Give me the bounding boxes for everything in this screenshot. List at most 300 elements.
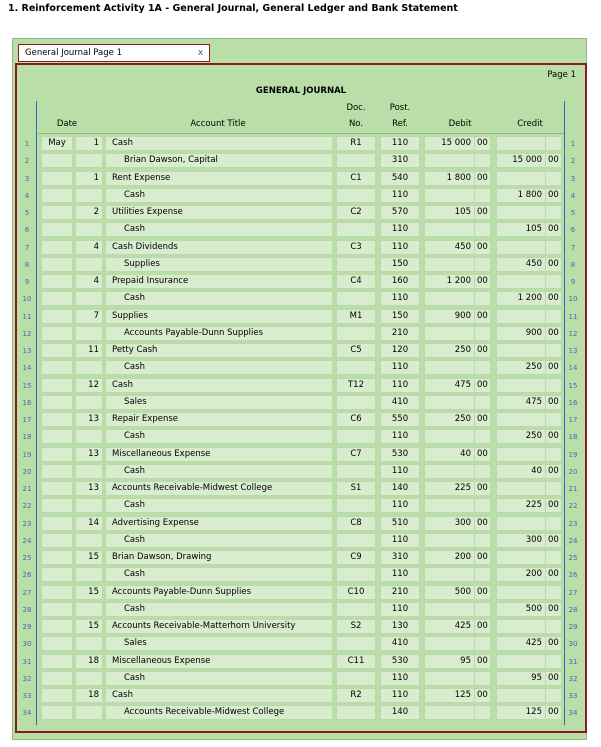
credit-amount: 425	[525, 638, 542, 649]
account-title-header: Account Title	[190, 119, 246, 129]
doc-no-cell[interactable]	[336, 498, 376, 513]
account-title-cell[interactable]: Cash	[105, 222, 333, 237]
credit-cell[interactable]	[496, 326, 562, 341]
date-month-cell[interactable]	[41, 412, 73, 427]
post-ref-cell[interactable]: 110	[380, 360, 420, 375]
doc-no-cell[interactable]	[336, 705, 376, 720]
credit-cell[interactable]	[496, 136, 562, 151]
account-title-cell[interactable]: Sales	[105, 395, 333, 410]
debit-cents	[474, 430, 490, 443]
post-ref-cell[interactable]: 110	[380, 671, 420, 686]
date-month-cell[interactable]	[41, 533, 73, 548]
line-number: 10	[568, 295, 578, 304]
date-day-cell[interactable]: 4	[75, 274, 103, 289]
line-number: 34	[568, 709, 578, 718]
doc-no-cell[interactable]: M1	[336, 309, 376, 324]
debit-cents: 00	[474, 413, 490, 426]
post-ref-cell[interactable]: 110	[380, 136, 420, 151]
doc-no-cell[interactable]	[336, 291, 376, 306]
doc-header-line2: No.	[348, 119, 364, 129]
doc-no-cell[interactable]: C8	[336, 516, 376, 531]
account-title-cell[interactable]: Petty Cash	[105, 343, 333, 358]
debit-cell[interactable]	[424, 188, 491, 203]
doc-no-cell[interactable]: C11	[336, 654, 376, 669]
date-day-cell[interactable]: 15	[75, 585, 103, 600]
debit-amount: 900	[454, 310, 471, 321]
doc-no-cell[interactable]	[336, 222, 376, 237]
credit-cell[interactable]	[496, 705, 562, 720]
date-month-cell[interactable]	[41, 240, 73, 255]
date-month-cell[interactable]	[41, 516, 73, 531]
post-ref-cell[interactable]: 150	[380, 257, 420, 272]
post-ref-cell[interactable]: 210	[380, 326, 420, 341]
date-month-cell[interactable]	[41, 309, 73, 324]
credit-cents: 00	[545, 603, 561, 616]
post-ref-cell[interactable]: 110	[380, 378, 420, 393]
credit-cell[interactable]	[496, 671, 562, 686]
account-title-cell[interactable]: Supplies	[105, 257, 333, 272]
date-month-cell[interactable]	[41, 343, 73, 358]
debit-amount: 500	[454, 586, 471, 597]
credit-cell[interactable]	[496, 412, 562, 427]
debit-cell[interactable]	[424, 671, 491, 686]
date-day-cell[interactable]	[75, 326, 103, 341]
credit-cell[interactable]	[496, 481, 562, 496]
doc-no-cell[interactable]: C6	[336, 412, 376, 427]
date-day-cell[interactable]	[75, 636, 103, 651]
post-ref-cell[interactable]: 310	[380, 153, 420, 168]
post-ref-cell[interactable]: 150	[380, 309, 420, 324]
post-ref-cell[interactable]: 210	[380, 585, 420, 600]
doc-no-cell[interactable]	[336, 360, 376, 375]
doc-no-cell[interactable]	[336, 153, 376, 168]
doc-no-cell[interactable]: C9	[336, 550, 376, 565]
account-title-cell[interactable]: Miscellaneous Expense	[105, 654, 333, 669]
debit-cents: 00	[474, 172, 490, 185]
post-ref-cell[interactable]: 130	[380, 619, 420, 634]
doc-no-cell[interactable]: C1	[336, 171, 376, 186]
account-title-cell[interactable]: Cash	[105, 378, 333, 393]
credit-cell[interactable]	[496, 205, 562, 220]
doc-no-cell[interactable]	[336, 636, 376, 651]
date-day-cell[interactable]: 18	[75, 688, 103, 703]
credit-header: Credit	[517, 119, 543, 129]
credit-cell[interactable]	[496, 257, 562, 272]
post-ref-cell[interactable]: 540	[380, 171, 420, 186]
debit-cell[interactable]	[424, 447, 491, 462]
doc-no-cell[interactable]: R2	[336, 688, 376, 703]
account-title-cell[interactable]: Supplies	[105, 309, 333, 324]
date-month-cell[interactable]	[41, 326, 73, 341]
date-month-cell[interactable]	[41, 550, 73, 565]
credit-cell[interactable]	[496, 533, 562, 548]
account-title-cell[interactable]: Rent Expense	[105, 171, 333, 186]
date-month-cell[interactable]	[41, 395, 73, 410]
debit-cents	[474, 189, 490, 202]
debit-cents: 00	[474, 344, 490, 357]
debit-amount: 425	[454, 621, 471, 631]
line-number: 22	[22, 502, 32, 511]
post-ref-cell[interactable]: 110	[380, 567, 420, 582]
line-number: 15	[22, 381, 32, 390]
line-number: 33	[22, 692, 32, 700]
account-title-cell[interactable]: Accounts Receivable-Matterhorn University	[105, 619, 333, 634]
debit-cell[interactable]	[424, 291, 491, 306]
debit-cell[interactable]	[424, 222, 491, 237]
close-icon[interactable]: x	[197, 48, 203, 58]
doc-no-cell[interactable]: S2	[336, 619, 376, 634]
debit-cell[interactable]	[424, 498, 491, 513]
post-ref-cell[interactable]: 110	[380, 188, 420, 203]
date-day-cell[interactable]	[75, 567, 103, 582]
doc-no-cell[interactable]: T12	[336, 378, 376, 393]
credit-cell[interactable]	[496, 240, 562, 255]
debit-cell[interactable]	[424, 705, 491, 720]
doc-no-cell[interactable]	[336, 429, 376, 444]
date-day-cell[interactable]: 12	[75, 378, 103, 393]
post-ref-cell[interactable]: 410	[380, 395, 420, 410]
doc-no-cell[interactable]	[336, 188, 376, 203]
date-day-cell[interactable]: 15	[75, 619, 103, 634]
line-number: 18	[568, 433, 578, 442]
doc-no-cell[interactable]: C3	[336, 240, 376, 255]
date-day-cell[interactable]: 2	[75, 205, 103, 220]
date-day-cell[interactable]	[75, 188, 103, 203]
debit-cell[interactable]	[424, 360, 491, 375]
debit-cents: 00	[474, 586, 490, 599]
debit-cell[interactable]	[424, 257, 491, 272]
account-title-cell[interactable]: Advertising Expense	[105, 516, 333, 531]
date-month-cell[interactable]	[41, 567, 73, 582]
account-title-cell[interactable]: Cash	[105, 188, 333, 203]
debit-cell[interactable]	[424, 378, 491, 393]
account-title-cell[interactable]: Accounts Payable-Dunn Supplies	[105, 326, 333, 341]
credit-cell[interactable]	[496, 464, 562, 479]
account-title-cell[interactable]: Miscellaneous Expense	[105, 447, 333, 462]
post-ref-cell[interactable]: 140	[380, 481, 420, 496]
debit-cell[interactable]	[424, 654, 491, 669]
credit-cell[interactable]	[496, 171, 562, 186]
post-ref-cell[interactable]: 570	[380, 205, 420, 220]
date-day-cell[interactable]	[75, 671, 103, 686]
debit-cell[interactable]	[424, 412, 491, 427]
date-month-cell[interactable]	[41, 429, 73, 444]
date-day-cell[interactable]	[75, 705, 103, 720]
credit-cell[interactable]	[496, 585, 562, 600]
debit-cell[interactable]	[424, 136, 491, 151]
credit-cell[interactable]	[496, 516, 562, 531]
credit-cell[interactable]	[496, 395, 562, 410]
debit-cell[interactable]	[424, 171, 491, 186]
debit-cell[interactable]	[424, 343, 491, 358]
line-number: 31	[22, 657, 32, 666]
post-ref-cell[interactable]: 110	[380, 429, 420, 444]
account-title-cell[interactable]: Cash	[105, 464, 333, 479]
debit-cell[interactable]	[424, 153, 491, 168]
date-day-cell[interactable]: 1	[75, 171, 103, 186]
doc-no-cell[interactable]: C7	[336, 447, 376, 462]
date-month-cell[interactable]	[41, 481, 73, 496]
credit-cell[interactable]	[496, 636, 562, 651]
debit-cell[interactable]	[424, 326, 491, 341]
account-title-cell[interactable]: Cash	[105, 688, 333, 703]
date-month-cell[interactable]	[41, 688, 73, 703]
debit-cents: 00	[474, 655, 490, 668]
credit-cell[interactable]	[496, 550, 562, 565]
account-title-cell[interactable]: Accounts Payable-Dunn Supplies	[105, 585, 333, 600]
date-day-cell[interactable]: 15	[75, 550, 103, 565]
doc-no-cell[interactable]	[336, 671, 376, 686]
post-ref-cell[interactable]: 120	[380, 343, 420, 358]
debit-cell[interactable]	[424, 395, 491, 410]
date-day-cell[interactable]: 13	[75, 447, 103, 462]
credit-cell[interactable]	[496, 309, 562, 324]
date-month-cell[interactable]	[41, 447, 73, 462]
line-number: 32	[568, 674, 578, 683]
post-ref-cell[interactable]: 110	[380, 464, 420, 479]
line-number: 22	[568, 502, 578, 511]
post-ref-cell[interactable]: 160	[380, 274, 420, 289]
account-title-cell[interactable]: Cash	[105, 136, 333, 151]
post-ref-cell[interactable]: 110	[380, 498, 420, 513]
credit-cell[interactable]	[496, 291, 562, 306]
account-title-cell[interactable]: Cash	[105, 671, 333, 686]
debit-amount: 105	[454, 207, 471, 217]
doc-no-cell[interactable]	[336, 395, 376, 410]
date-day-cell[interactable]	[75, 429, 103, 444]
debit-cell[interactable]	[424, 516, 491, 531]
date-day-cell[interactable]	[75, 533, 103, 548]
debit-cell[interactable]	[424, 464, 491, 479]
credit-cell[interactable]	[496, 688, 562, 703]
date-day-cell[interactable]: 14	[75, 516, 103, 531]
date-day-cell[interactable]	[75, 257, 103, 272]
account-title-cell[interactable]: Sales	[105, 636, 333, 651]
date-month-cell[interactable]	[41, 378, 73, 393]
date-month-cell[interactable]	[41, 291, 73, 306]
credit-cents: 00	[545, 396, 561, 409]
account-title-cell[interactable]: Cash	[105, 429, 333, 444]
date-month-cell[interactable]	[41, 585, 73, 600]
line-number: 13	[22, 347, 32, 355]
date-month-cell[interactable]	[41, 153, 73, 168]
date-day-cell[interactable]	[75, 395, 103, 410]
debit-amount: 450	[454, 241, 471, 252]
doc-no-cell[interactable]: R1	[336, 136, 376, 151]
doc-no-cell[interactable]	[336, 567, 376, 582]
credit-cell[interactable]	[496, 360, 562, 375]
account-title-cell[interactable]: Accounts Receivable-Midwest College	[105, 705, 333, 720]
date-day-cell[interactable]	[75, 602, 103, 617]
date-month-cell[interactable]	[41, 188, 73, 203]
date-month-cell[interactable]	[41, 636, 73, 651]
credit-cents	[545, 482, 561, 495]
date-day-cell[interactable]	[75, 222, 103, 237]
debit-cell[interactable]	[424, 481, 491, 496]
date-day-cell[interactable]: 18	[75, 654, 103, 669]
debit-amount: 475	[454, 379, 471, 390]
debit-cell[interactable]	[424, 636, 491, 651]
account-title-cell[interactable]: Brian Dawson, Drawing	[105, 550, 333, 565]
date-day-cell[interactable]	[75, 498, 103, 513]
credit-cents	[545, 517, 561, 530]
doc-no-cell[interactable]	[336, 533, 376, 548]
account-title-cell[interactable]: Utilities Expense	[105, 205, 333, 220]
debit-cell[interactable]	[424, 205, 491, 220]
credit-cell[interactable]	[496, 153, 562, 168]
tab-general-journal-page-1[interactable]	[18, 44, 210, 62]
date-month-cell[interactable]	[41, 257, 73, 272]
date-month-cell[interactable]	[41, 274, 73, 289]
credit-cents	[545, 586, 561, 599]
post-ref-cell[interactable]: 140	[380, 705, 420, 720]
tab-label: General Journal Page 1	[25, 48, 122, 58]
date-month-cell[interactable]	[41, 222, 73, 237]
debit-cents: 00	[474, 551, 490, 564]
post-ref-cell[interactable]: 110	[380, 688, 420, 703]
account-title-cell[interactable]: Cash	[105, 291, 333, 306]
date-day-cell[interactable]	[75, 464, 103, 479]
date-month-cell[interactable]	[41, 498, 73, 513]
debit-amount: 225	[454, 483, 471, 493]
line-number: 27	[568, 588, 578, 597]
debit-cell[interactable]	[424, 533, 491, 548]
doc-no-cell[interactable]	[336, 602, 376, 617]
credit-cell[interactable]	[496, 429, 562, 444]
credit-cell[interactable]	[496, 274, 562, 289]
date-month-cell[interactable]	[41, 464, 73, 479]
line-number: 16	[22, 398, 32, 407]
account-title-cell[interactable]: Repair Expense	[105, 412, 333, 427]
credit-cell[interactable]	[496, 654, 562, 669]
debit-cell[interactable]	[424, 429, 491, 444]
credit-cell[interactable]	[496, 602, 562, 617]
doc-no-cell[interactable]: C5	[336, 343, 376, 358]
credit-cell[interactable]	[496, 343, 562, 358]
post-ref-cell[interactable]: 110	[380, 291, 420, 306]
debit-cents	[474, 603, 490, 616]
debit-cell[interactable]	[424, 240, 491, 255]
credit-cell[interactable]	[496, 378, 562, 393]
account-title-cell[interactable]: Cash	[105, 498, 333, 513]
date-month-cell[interactable]	[41, 619, 73, 634]
account-title-cell[interactable]: Cash	[105, 602, 333, 617]
debit-cell[interactable]	[424, 619, 491, 634]
date-month-cell[interactable]	[41, 360, 73, 375]
date-day-cell[interactable]	[75, 153, 103, 168]
date-day-cell[interactable]	[75, 360, 103, 375]
doc-no-cell[interactable]: C10	[336, 585, 376, 600]
post-ref-cell[interactable]: 410	[380, 636, 420, 651]
date-day-cell[interactable]: 13	[75, 412, 103, 427]
line-number: 10	[22, 295, 32, 304]
doc-no-cell[interactable]: C4	[336, 274, 376, 289]
date-month-cell[interactable]	[41, 705, 73, 720]
debit-cell[interactable]	[424, 309, 491, 324]
post-ref-cell[interactable]: 530	[380, 654, 420, 669]
account-title-cell[interactable]: Brian Dawson, Capital	[105, 153, 333, 168]
debit-cents	[474, 672, 490, 685]
date-month-cell[interactable]	[41, 205, 73, 220]
credit-cell[interactable]	[496, 619, 562, 634]
credit-cell[interactable]	[496, 188, 562, 203]
credit-cell[interactable]	[496, 498, 562, 513]
debit-cents: 00	[474, 482, 490, 495]
doc-no-cell[interactable]	[336, 257, 376, 272]
post-ref-cell[interactable]: 530	[380, 447, 420, 462]
account-title-cell[interactable]: Cash Dividends	[105, 240, 333, 255]
line-number: 8	[570, 260, 576, 269]
post-ref-cell[interactable]: 550	[380, 412, 420, 427]
account-title-cell[interactable]: Cash	[105, 360, 333, 375]
post-ref-cell[interactable]: 110	[380, 240, 420, 255]
post-ref-cell[interactable]: 310	[380, 550, 420, 565]
debit-cell[interactable]	[424, 585, 491, 600]
account-title-cell[interactable]: Accounts Receivable-Midwest College	[105, 481, 333, 496]
line-number: 11	[568, 312, 578, 321]
credit-cell[interactable]	[496, 567, 562, 582]
line-number: 12	[22, 329, 32, 338]
line-number: 15	[568, 381, 578, 390]
account-title-cell[interactable]: Prepaid Insurance	[105, 274, 333, 289]
doc-no-cell[interactable]	[336, 464, 376, 479]
date-day-cell[interactable]: 7	[75, 309, 103, 324]
post-ref-cell[interactable]: 510	[380, 516, 420, 531]
line-number: 17	[568, 416, 578, 424]
date-month-cell[interactable]	[41, 671, 73, 686]
post-ref-header-line2: Ref.	[392, 119, 408, 129]
credit-cents: 00	[545, 706, 561, 719]
line-number: 30	[568, 640, 578, 649]
date-day-cell[interactable]: 11	[75, 343, 103, 358]
credit-cents	[545, 655, 561, 668]
date-day-cell[interactable]	[75, 291, 103, 306]
account-title-cell[interactable]: Cash	[105, 567, 333, 582]
debit-cell[interactable]	[424, 274, 491, 289]
post-ref-cell[interactable]: 110	[380, 533, 420, 548]
credit-cents: 00	[545, 430, 561, 443]
doc-no-cell[interactable]: S1	[336, 481, 376, 496]
credit-cell[interactable]	[496, 447, 562, 462]
credit-cell[interactable]	[496, 222, 562, 237]
date-day-cell[interactable]: 13	[75, 481, 103, 496]
debit-cents: 00	[474, 379, 490, 392]
date-day-cell[interactable]: 1	[75, 136, 103, 151]
debit-cell[interactable]	[424, 567, 491, 582]
post-ref-cell[interactable]: 110	[380, 602, 420, 617]
line-number: 14	[568, 364, 578, 373]
debit-cell[interactable]	[424, 688, 491, 703]
line-number: 20	[568, 467, 578, 476]
debit-cell[interactable]	[424, 602, 491, 617]
date-day-cell[interactable]: 4	[75, 240, 103, 255]
line-number: 19	[22, 450, 32, 459]
date-month-cell[interactable]	[41, 602, 73, 617]
line-number: 1	[24, 140, 30, 148]
post-ref-header-line1: Post.	[389, 103, 411, 113]
doc-no-cell[interactable]	[336, 326, 376, 341]
account-title-cell[interactable]: Cash	[105, 533, 333, 548]
date-month-cell[interactable]	[41, 654, 73, 669]
line-number: 2	[570, 157, 576, 166]
date-month-cell[interactable]	[41, 171, 73, 186]
debit-cell[interactable]	[424, 550, 491, 565]
doc-no-cell[interactable]: C2	[336, 205, 376, 220]
debit-cents	[474, 499, 490, 512]
date-month-cell[interactable]: May	[41, 136, 73, 151]
post-ref-cell[interactable]: 110	[380, 222, 420, 237]
debit-cents	[474, 361, 490, 374]
